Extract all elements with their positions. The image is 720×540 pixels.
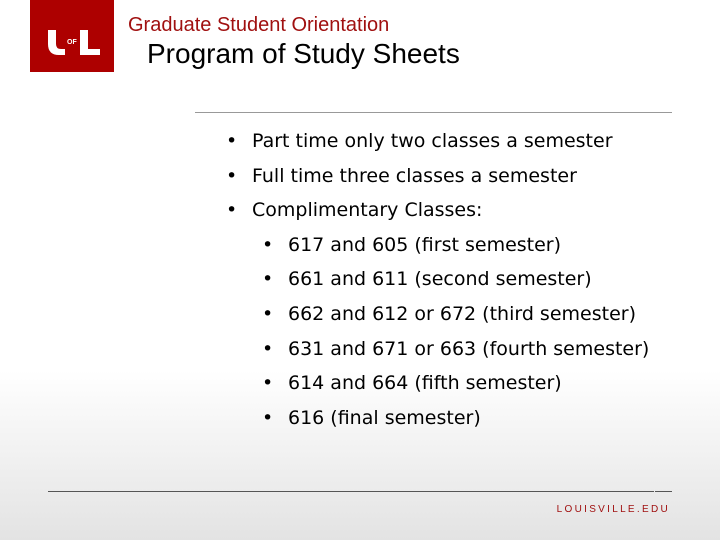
bullet-text: 617 and 605 (first semester) — [288, 233, 562, 256]
bottom-divider — [48, 491, 654, 492]
sub-bullet-item — [262, 297, 706, 332]
uofl-logo — [30, 0, 114, 72]
sub-bullet-item — [262, 228, 706, 263]
bullet-text: Part time only two classes a semester — [252, 130, 613, 152]
presentation-supertitle: Graduate Student Orientation — [128, 14, 390, 36]
footer-url: LOUISVILLE.EDU — [556, 504, 670, 515]
sub-bullet-item — [262, 366, 706, 401]
bullet-list — [226, 124, 706, 435]
bullet-marker: • — [262, 302, 274, 325]
sub-bullet-item — [262, 262, 706, 297]
bullet-marker: • — [226, 164, 238, 187]
bottom-divider-end — [655, 491, 672, 492]
bullet-marker: • — [226, 130, 238, 152]
bullet-text: 614 and 664 (fifth semester) — [288, 372, 562, 395]
bullet-text: 616 (final semester) — [288, 406, 481, 429]
bullet-marker: • — [262, 372, 274, 395]
bullet-marker: • — [262, 337, 274, 360]
bullet-content — [226, 124, 706, 435]
bullet-item — [226, 124, 706, 159]
bullet-marker: • — [262, 268, 274, 291]
bullet-marker: • — [262, 233, 274, 256]
sub-bullet-item — [262, 332, 706, 367]
sub-bullet-item — [262, 401, 706, 436]
bullet-text: Complimentary Classes: — [252, 199, 483, 222]
bullet-item — [226, 159, 706, 194]
bullet-text: 662 and 612 or 672 (third semester) — [288, 302, 636, 325]
bullet-marker: • — [226, 199, 238, 222]
bullet-marker: • — [262, 406, 274, 429]
slide-title: Program of Study Sheets — [147, 38, 460, 69]
bullet-text: Full time three classes a semester — [252, 164, 577, 187]
bullet-text: 631 and 671 or 663 (fourth semester) — [288, 337, 650, 360]
bullet-text: 661 and 611 (second semester) — [288, 268, 592, 291]
svg-text:OF: OF — [67, 39, 77, 46]
bullet-item — [226, 193, 706, 228]
top-divider — [195, 112, 672, 113]
